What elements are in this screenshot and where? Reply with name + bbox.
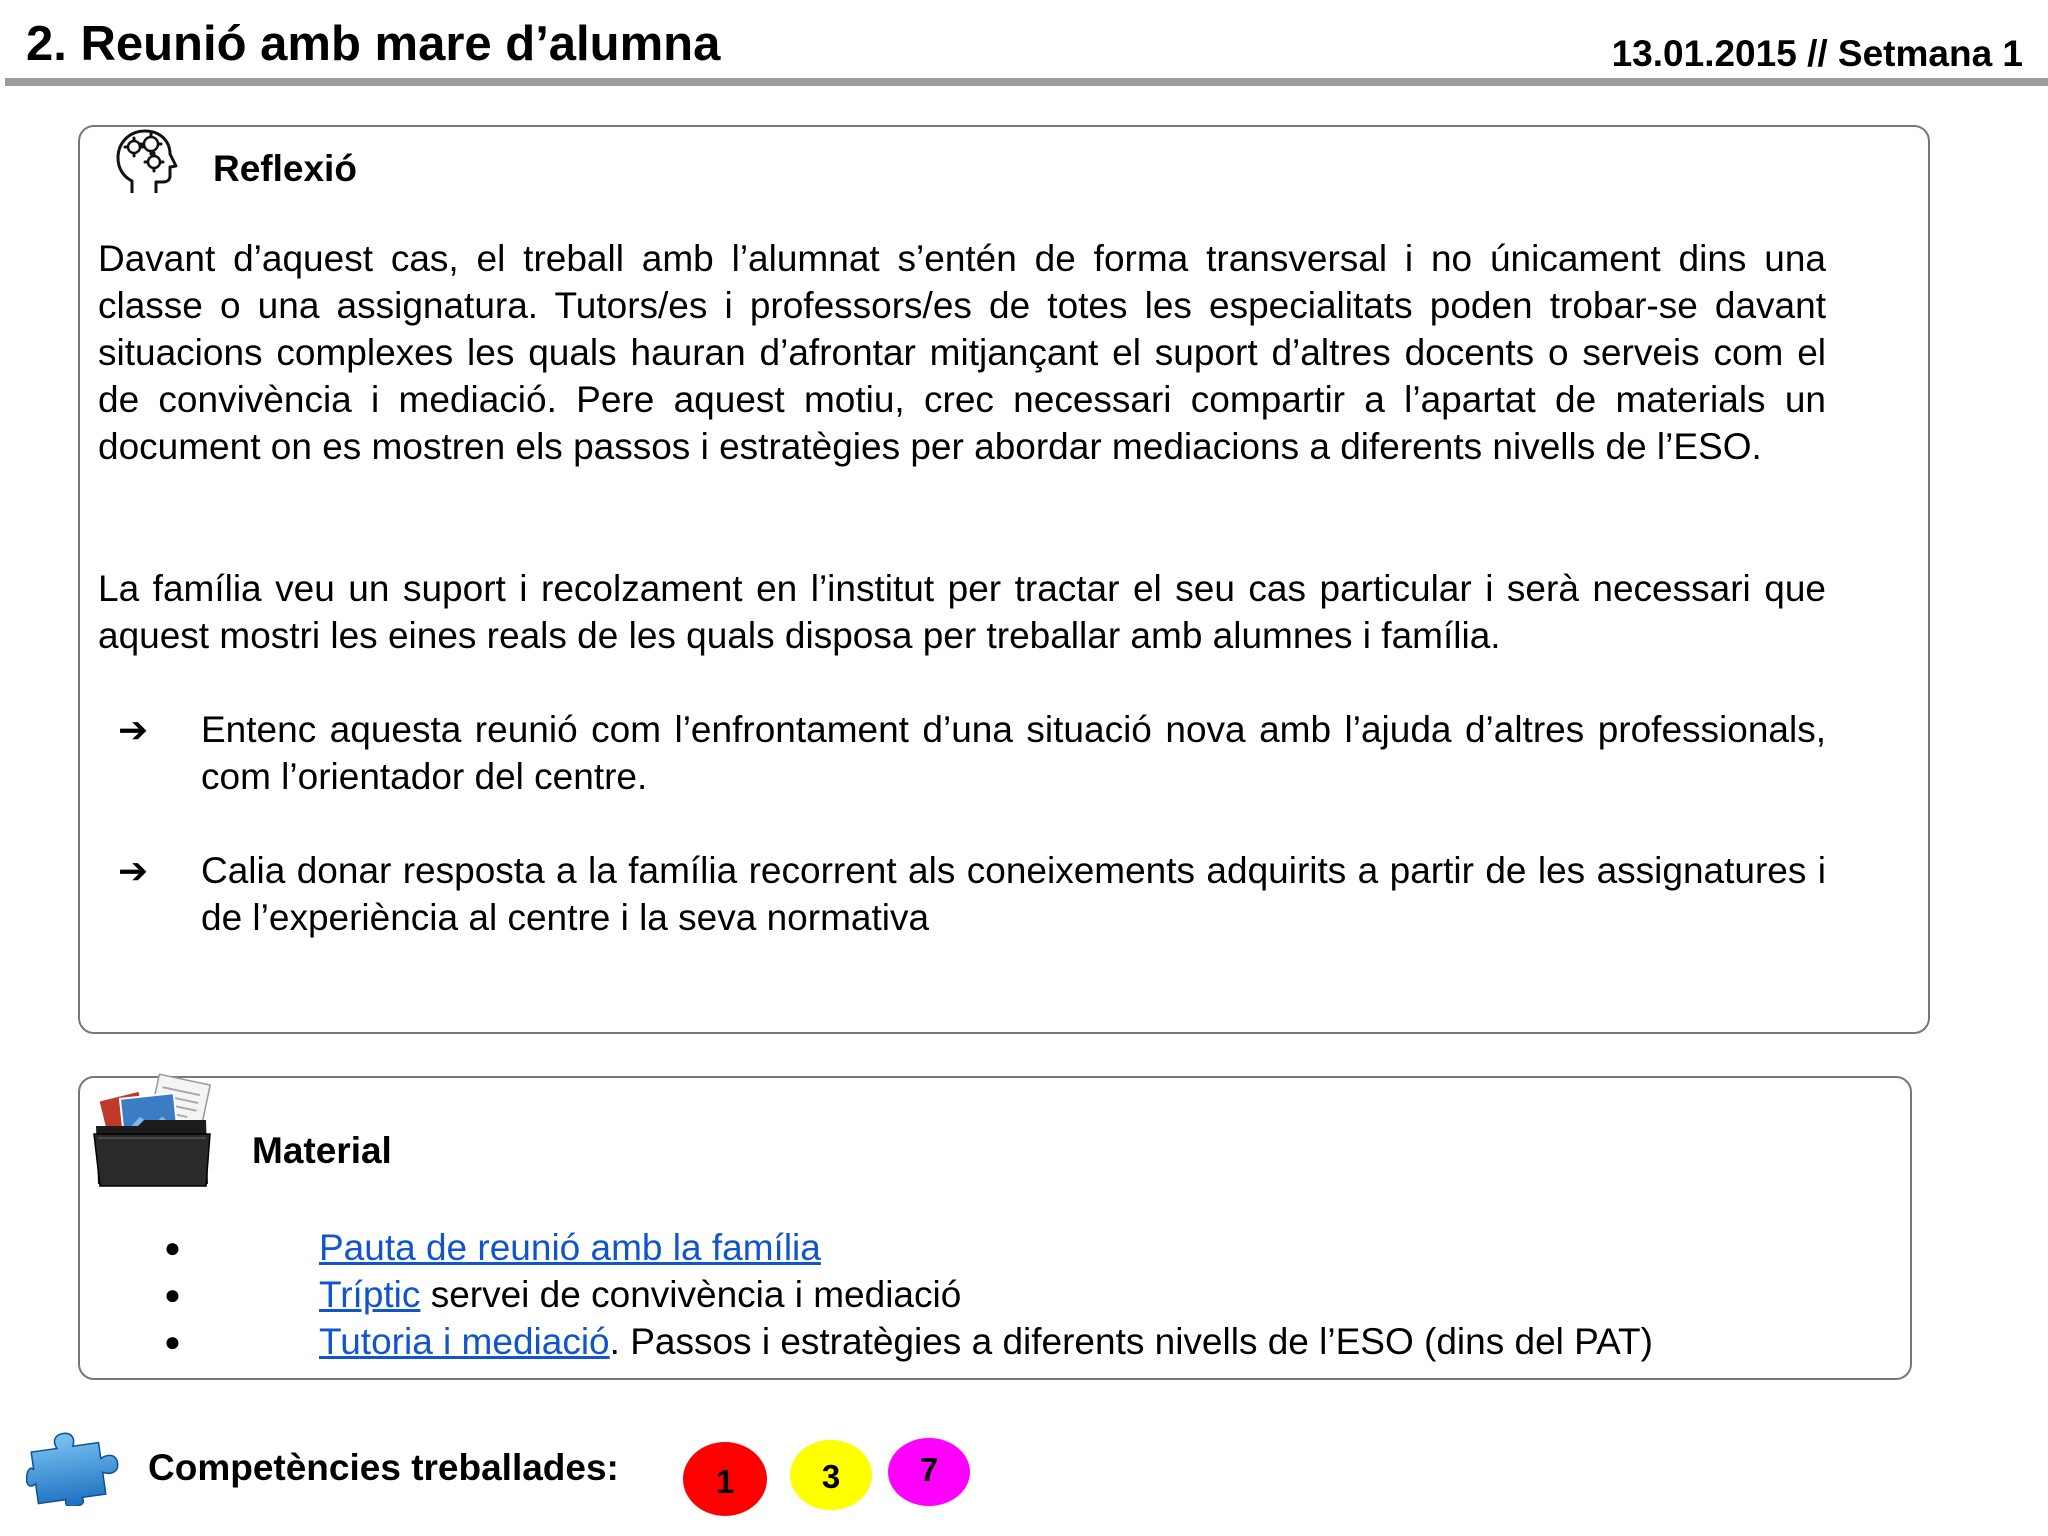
material-heading: Material bbox=[252, 1130, 392, 1171]
reflexio-card bbox=[78, 125, 1930, 1034]
list-item bbox=[164, 1224, 1864, 1271]
list-item-text: . Passos i estratègies a diferents nivells de l’ESO (dins del PAT) bbox=[609, 1321, 1653, 1362]
triptic-link[interactable]: Tríptic bbox=[319, 1274, 421, 1315]
material-card bbox=[78, 1076, 1912, 1380]
head-gears-icon bbox=[110, 127, 180, 197]
reflexio-paragraph: Davant d’aquest cas, el treball amb l’alumnat s’entén de forma transversal i no únicament dins una classe o una assignatura. Tutors/es i professors/es de totes les especialitats poden trobar-se davant situacions complexes les quals hauran d’afrontar mitjançant el suport d’altres docents o serveis com el de convivència i mediació. Pere aquest motiu, crec necessari compartir a l’apartat de materials un document on es mostren els passos i estratègies per abordar mediacions a diferents nivells de l’ESO. bbox=[98, 238, 1826, 467]
date-week-label: 13.01.2015 // Setmana 1 bbox=[1611, 33, 2023, 74]
list-item bbox=[164, 1318, 1864, 1365]
bullet-dot-icon: ● bbox=[164, 1326, 181, 1357]
page-title: 2. Reunió amb mare d’alumna bbox=[26, 17, 721, 71]
list-item bbox=[164, 1271, 1864, 1318]
tutoria-mediacio-link[interactable]: Tutoria i mediació bbox=[319, 1321, 610, 1362]
competency-badge-1: 1 bbox=[683, 1442, 767, 1516]
pauta-reunio-link[interactable]: Pauta de reunió amb la família bbox=[319, 1227, 821, 1268]
material-list bbox=[164, 1224, 1864, 1365]
arrow-bullet-icon: ➔ bbox=[118, 709, 149, 750]
puzzle-piece-icon bbox=[26, 1432, 132, 1506]
bullet-dot-icon: ● bbox=[164, 1279, 181, 1310]
folder-documents-icon bbox=[88, 1072, 218, 1190]
arrow-bullet-icon: ➔ bbox=[118, 850, 149, 891]
reflexio-bullet-text: Entenc aquesta reunió com l’enfrontament d’una situació nova amb l’ajuda d’altres professionals, com l’orientador del centre. bbox=[201, 709, 1826, 797]
header-divider bbox=[5, 78, 2048, 86]
competency-badge-7: 7 bbox=[888, 1438, 970, 1506]
reflexio-paragraph: La família veu un suport i recolzament en l’institut per tractar el seu cas particular i serà necessari que aquest mostri les eines reals de les quals disposa per treballar amb alumnes i família. bbox=[98, 568, 1826, 656]
reflexio-heading: Reflexió bbox=[213, 148, 357, 189]
competency-badge-3: 3 bbox=[790, 1440, 872, 1510]
list-item-text: servei de convivència i mediació bbox=[420, 1274, 962, 1315]
competencies-label: Competències treballades: bbox=[148, 1447, 619, 1488]
bullet-dot-icon: ● bbox=[164, 1232, 181, 1263]
reflexio-bullet-text: Calia donar resposta a la família recorrent als coneixements adquirits a partir de les assignatures i de l’experiència al centre i la seva normativa bbox=[201, 850, 1826, 938]
